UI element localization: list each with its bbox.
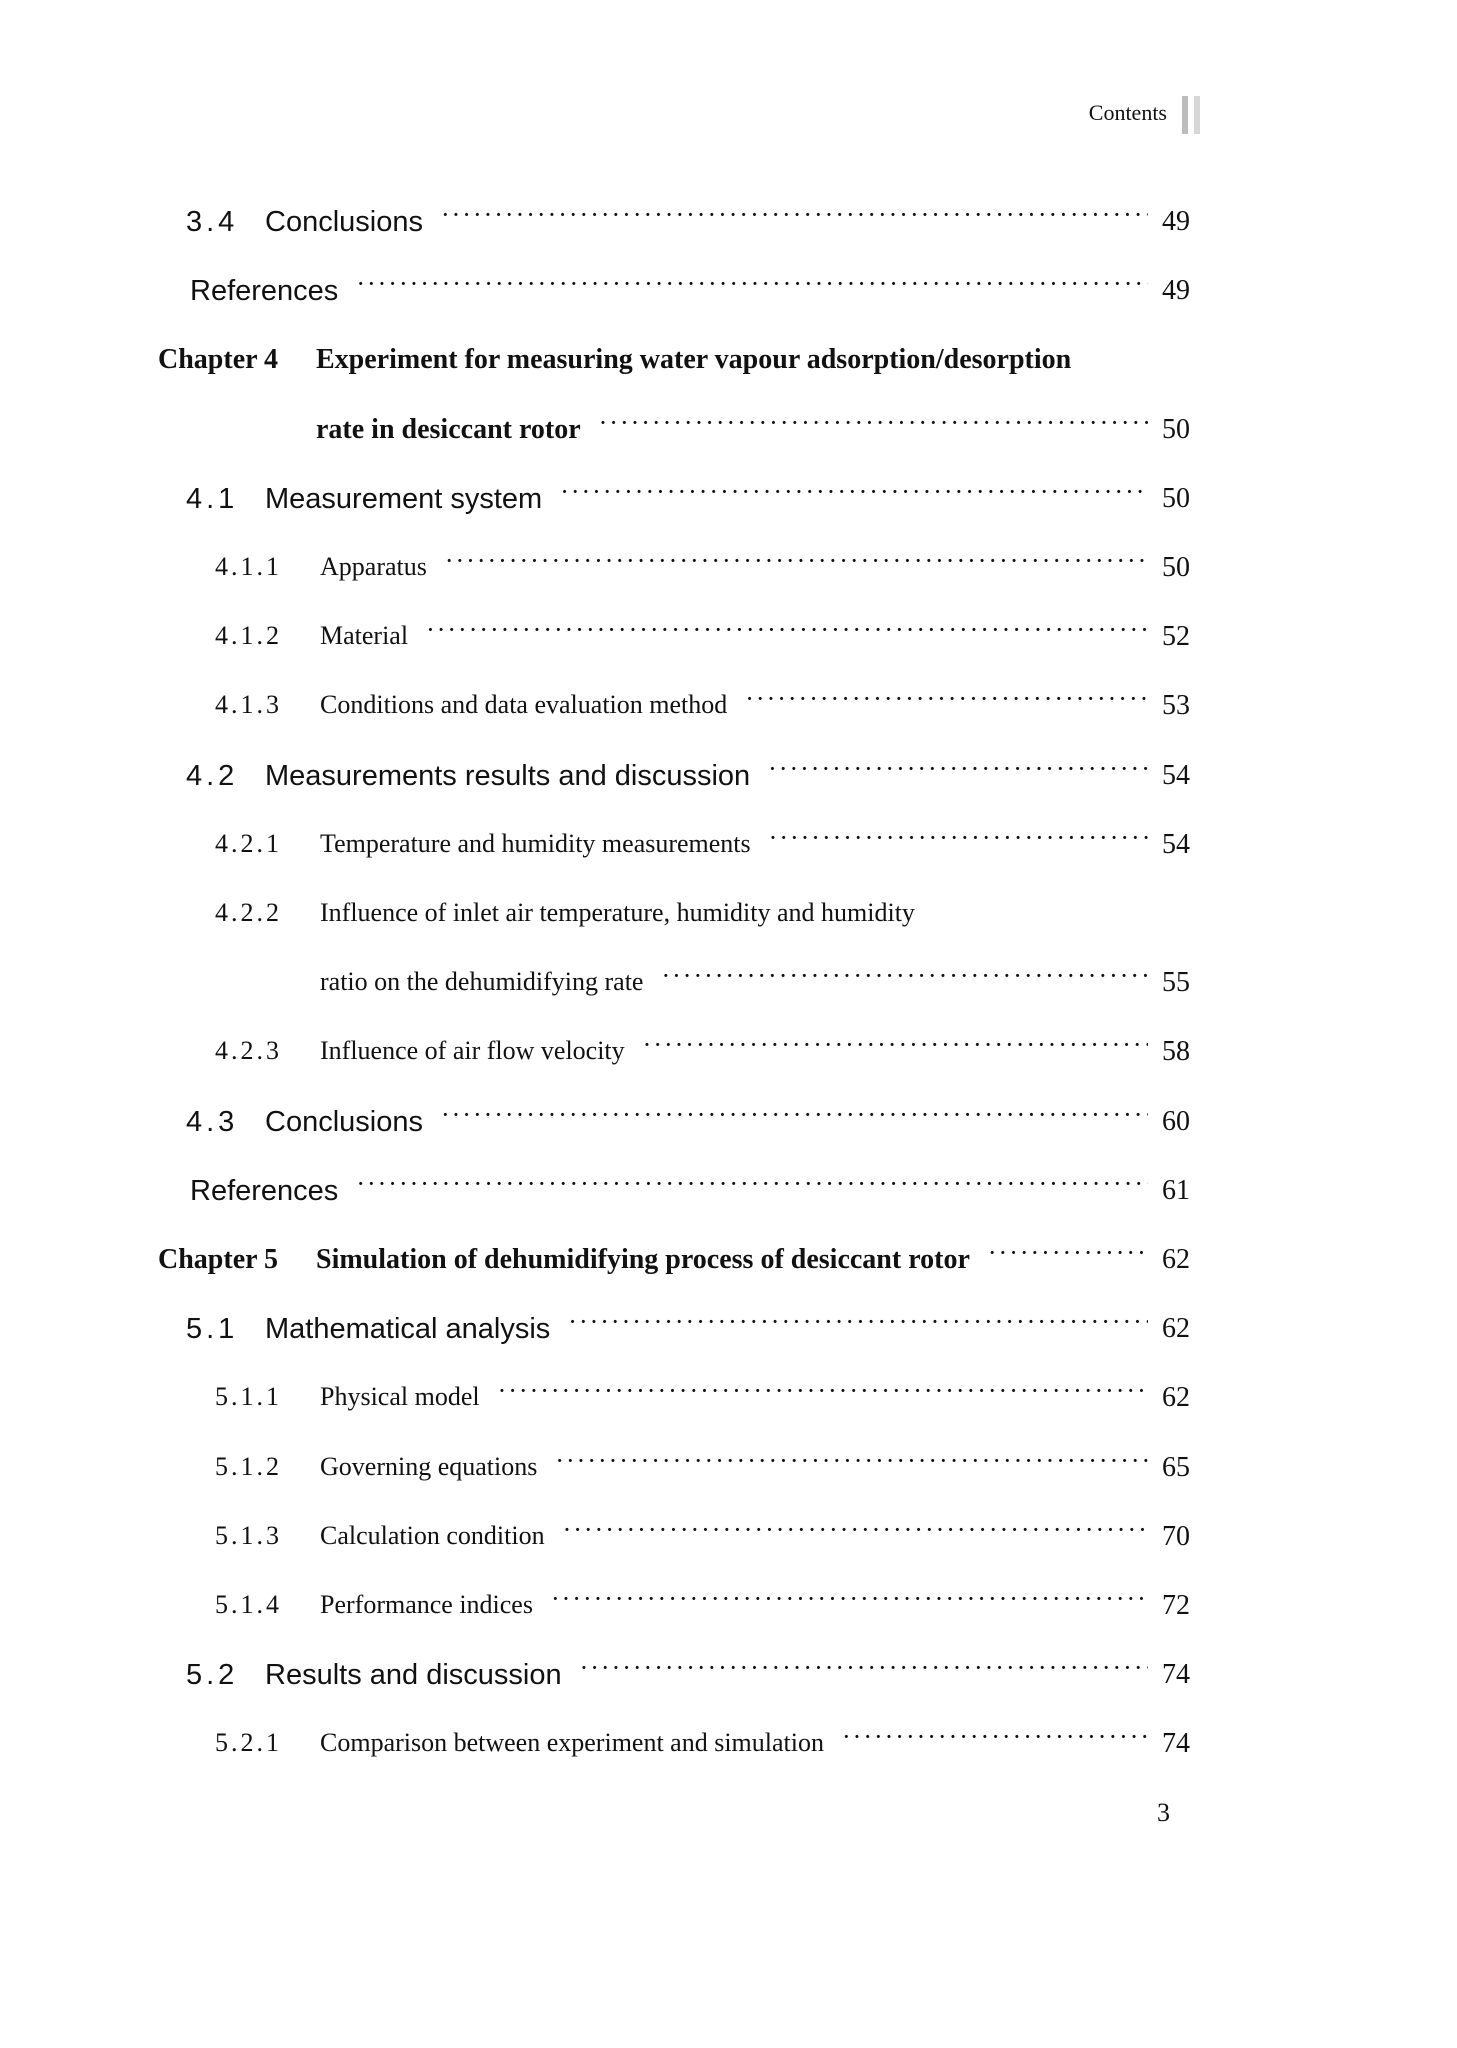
toc-entry-page: 50 [1162,482,1190,514]
toc-entry-title: Results and discussion [265,1659,562,1692]
dot-leader [769,823,1148,863]
dot-leader [599,408,1148,448]
toc-entry-page: 49 [1162,275,1190,307]
toc-entry-page: 52 [1162,621,1190,653]
toc-entry-number: 4.1.1 [215,552,282,581]
dot-leader [555,1446,1148,1486]
toc-entry-title: Conclusions [265,1105,423,1138]
toc-entry[interactable] [0,892,1457,932]
toc-entry-number: Chapter 5 [158,1244,279,1275]
toc-entry-number: 4.1.3 [215,690,282,720]
toc-entry[interactable] [0,1722,1457,1762]
toc-entry-number: 4.1.2 [215,621,282,651]
toc-entry-title: Measurements results and discussion [265,759,751,792]
toc-entry-title: rate in desiccant rotor [316,413,581,445]
toc-entry-title: Influence of air flow velocity [320,1036,625,1066]
toc-entry-number: 5.1.1 [215,1382,282,1412]
toc-entry-page: 58 [1162,1036,1190,1068]
dot-leader [842,1722,1148,1762]
toc-entry[interactable] [0,1584,1457,1624]
toc-entry-page: 53 [1162,690,1190,722]
toc-entry-page: 74 [1162,1659,1190,1691]
toc-entry-page: 65 [1162,1451,1190,1483]
toc-entry-number: 4.2.1 [215,828,282,858]
toc-entry-title: Comparison between experiment and simulation [320,1728,824,1758]
dot-leader [441,200,1148,240]
toc-entry-page: 50 [1162,413,1190,445]
toc-entry-title: Conditions and data evaluation method [320,690,728,720]
toc-entry-number: 4.2.3 [215,1036,282,1066]
toc-entry-page: 55 [1162,967,1190,999]
toc-entry-title: Governing equations [320,1451,538,1481]
dot-leader [768,754,1148,794]
toc-entry-number: 5.2 [186,1659,239,1692]
toc-entry-title: Performance indices [320,1590,533,1619]
toc-entry[interactable] [0,1307,1457,1347]
toc-entry-title: Material [320,621,409,651]
toc-entry-number: 5.1.4 [215,1590,282,1619]
dot-leader [445,546,1148,586]
toc-entry-page: 49 [1162,206,1190,237]
toc-entry[interactable] [0,1653,1457,1693]
toc-entry[interactable] [0,1376,1457,1416]
toc-entry-title: Physical model [320,1382,480,1412]
dot-leader [745,684,1148,724]
toc-entry-number: 5.2.1 [215,1728,282,1758]
dot-leader [441,1100,1148,1140]
dot-leader [426,615,1148,655]
toc-entry-title: Temperature and humidity measurements [320,828,751,858]
toc-entry-page: 74 [1162,1728,1190,1760]
toc-entry-title: Calculation condition [320,1520,545,1550]
dot-leader [580,1653,1148,1693]
toc-entry[interactable] [0,684,1457,724]
toc-entry-page: 54 [1162,759,1190,791]
toc-entry[interactable] [0,477,1457,517]
toc-entry[interactable] [0,1030,1457,1070]
toc-entry-title: Experiment for measuring water vapour adsorption/desorption [316,344,1072,376]
dot-leader [563,1515,1148,1555]
toc-entry[interactable] [0,1238,1457,1278]
toc-entry[interactable] [0,1169,1457,1209]
page-number: 3 [1157,1798,1170,1827]
dot-leader [560,477,1148,517]
toc-entry-title: Conclusions [265,206,423,238]
toc-entry-number: 5.1.2 [215,1451,282,1481]
toc-entry[interactable] [0,823,1457,863]
toc-entry-number: 4.2.2 [215,898,282,927]
toc-entry[interactable] [0,961,1457,1001]
toc-entry-page: 50 [1162,552,1190,583]
toc-entry-page: 62 [1162,1244,1190,1275]
toc-entry[interactable] [0,269,1457,309]
toc-entry[interactable] [0,200,1457,240]
dot-leader [356,269,1148,309]
toc-entry-page: 61 [1162,1174,1190,1206]
dot-leader [498,1376,1148,1416]
toc-entry-number: 5.1.3 [215,1520,282,1550]
running-title: Contents [1088,100,1167,125]
toc-entry[interactable] [0,1100,1457,1140]
toc-entry-number: 5.1 [186,1313,239,1346]
toc-entry[interactable] [0,1515,1457,1555]
dot-leader [643,1030,1148,1070]
toc-entry[interactable] [0,754,1457,794]
toc-entry-title: ratio on the dehumidifying rate [320,967,644,997]
toc-entry-page: 54 [1162,828,1190,860]
dot-leader [356,1169,1148,1209]
dot-leader [568,1307,1148,1347]
dot-leader [988,1238,1148,1278]
toc-entry-title: References [190,1174,339,1207]
toc-entry-number: 3.4 [186,206,239,238]
toc-entry-page: 62 [1162,1313,1190,1345]
toc-entry-title: Mathematical analysis [265,1313,551,1346]
toc-entry-page: 62 [1162,1382,1190,1414]
dot-leader [551,1584,1148,1624]
toc-entry-page: 60 [1162,1105,1190,1137]
toc-entry-number: 4.3 [186,1105,239,1138]
toc-entry-number: 4.2 [186,759,239,792]
toc-entry-page: 70 [1162,1520,1190,1552]
toc-entry-title: Measurement system [265,482,543,515]
toc-entry-number: 4.1 [186,482,239,515]
toc-entry-title: References [190,275,339,308]
toc-entry-title: Simulation of dehumidifying process of desiccant rotor [316,1244,970,1275]
toc-entry-number: Chapter 4 [158,344,279,376]
toc-entry[interactable] [0,1446,1457,1486]
toc-entry[interactable] [0,546,1457,586]
dot-leader [661,961,1148,1001]
toc-entry[interactable] [0,338,1457,378]
toc-entry-page: 72 [1162,1590,1190,1621]
toc-entry-title: Influence of inlet air temperature, humidity and humidity [320,898,915,927]
toc-entry-title: Apparatus [320,552,427,581]
toc-entry[interactable] [0,615,1457,655]
toc-entry[interactable] [0,408,1457,448]
